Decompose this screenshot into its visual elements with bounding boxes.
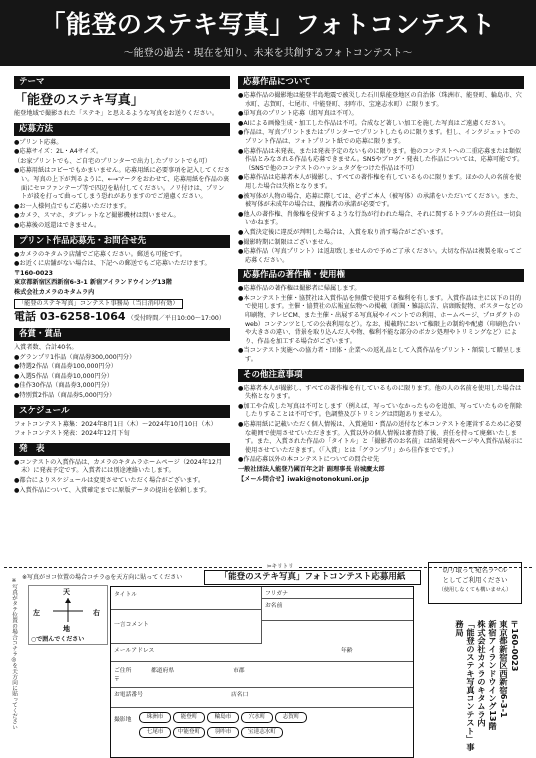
method-item: ●プリント応募。 — [14, 138, 63, 146]
copyright-item: ●応募作品の著作権は撮影者に帰属します。 — [238, 285, 361, 293]
works-item: ●AIによる画像生成・加工した作品は不可。合成など著しい加工を施した写真はご遠慮ください。 — [238, 119, 510, 127]
schedule-item: フォトコンテスト募集：2024年8月1日（木）〜2024年10月10日（木） — [14, 420, 217, 428]
name-field[interactable]: お名前 — [262, 598, 413, 621]
prize-item: ●特選2作品（商品券100,000円分） — [14, 363, 117, 371]
contact-company: 株式会社カメラのキタムラ内 — [14, 288, 95, 296]
vertical-orientation-note: ※写真がタテ位置の場合コチラ◎を天方向に貼ってください — [11, 578, 17, 730]
venue-option[interactable]: 中能登町 — [173, 727, 205, 738]
right-column — [238, 76, 524, 488]
announce-item: ●コンテストの入賞作品は、カメラのキタムラホームページ（2024年12月末）に発表予定です。入賞者には別途連絡いたします。 — [14, 458, 223, 475]
schedule-item: フォトコンテスト発表：2024年12月下旬 — [14, 430, 130, 438]
left-column — [14, 76, 230, 499]
mail-address-line: 「能登のステキ写真コンテスト」事務局 — [455, 620, 476, 752]
cut-label: ✂キリトリ — [264, 562, 297, 570]
mailing-address — [440, 620, 520, 755]
theme-desc: 能登地域で撮影された「ステキ」と思えるような写真をお送りください。 — [14, 110, 219, 117]
contact-hours: （受付時間／平日10:00〜17:00） — [127, 315, 226, 323]
schedule-heading: スケジュール — [14, 405, 230, 418]
method-item: ●カメラ、スマホ、タブレットなど撮影機材は問いません。 — [14, 212, 180, 220]
prize-item: ●特別賞2作品（商品券5,000円分） — [14, 392, 116, 400]
contact-heading: プリント作品応募先・お問合せ先 — [14, 235, 230, 248]
works-item: ●単写真のプリント応募（組写真は不可）。 — [238, 110, 358, 118]
comment-field[interactable]: 一言コメント — [111, 609, 262, 644]
method-item: （お家プリントでも、ご自宅のプリンターで出力したプリントでも可） — [14, 157, 212, 165]
stamp-left: 左 — [33, 609, 40, 617]
works-item: ●応募作品は応募者本人が撮影し、すべての著作権を有しているものに限ります。ほかの人の名前を使用した場合は失格となります。 — [238, 174, 522, 190]
works-item: ●撮影時期に制限はございません。 — [238, 238, 337, 246]
arrow-cross-icon — [53, 598, 83, 624]
works-item: ●被写体が人物の場合、応募に際しては、必ずご本人（被写体）の承諾をいただいてください。また、被写体が未成年の場合は、親権者の承諾が必要です。 — [238, 192, 522, 209]
theme-heading: テーマ — [14, 76, 230, 89]
stamp-right: 右 — [93, 609, 100, 617]
copyright-item: ●本コンテスト主催・協賛社は入賞作品を無償で使用する権利を有します。入賞作品は主に以下の目的で使用します。主催・協賛社の広報宣伝物への掲載（新聞・雑誌広告、店頭販促物、ポスターなどの印刷物、テレビCM、また主催・出展する写真展やイベントでの利用、ホームページ、プロダクトのweb）コンテンツとしての公表利用など）。なお、掲載時において権限上の制約や配慮（印刷色合いや大きさの違い、背景を取り込んだ人や物、権利不能な部分のボカシ処理やトリミングなど）により、作品を加工する場合がございます。 — [238, 294, 523, 345]
works-item: ●応募作品（写真プリント）は返却致しませんので予めご了承ください。大切な作品は複製を取ってご応募ください。 — [238, 248, 522, 264]
title-field[interactable]: タイトル — [111, 587, 262, 610]
method-heading: 応募方法 — [14, 123, 230, 136]
venue-option[interactable]: 穴水町 — [241, 712, 273, 723]
stamp-top: 天 — [63, 588, 70, 596]
prizes-heading: 各賞・賞品 — [14, 328, 230, 341]
other-heading: その他注意事項 — [238, 369, 524, 382]
other-item: ●応募用紙に記載いただく個人情報は、入賞通知・賞品の送付など本コンテストを運営するために必要な範囲で使用させていただきます。入賞以外の個人情報は審査終了後、責任を持って廃棄いたします。また、入賞された作品の「タイトル」と「撮影者のお名前」は結果発表ページや入賞作品展示に使用させていただきます。（「入賞」とは「グランプリ」から佳作までです。） — [238, 421, 523, 454]
theme-section — [14, 76, 230, 119]
address-label-box — [428, 562, 522, 604]
contact-address: 東京都新宿区西新宿6-3-1 新宿アイランドウイング13階 — [14, 279, 172, 287]
label-box-note: （使用しなくても構いません） — [438, 587, 512, 593]
prize-item: ●入選5作品（商品券10,000円分） — [14, 372, 114, 380]
venue-option[interactable]: 輪島市 — [207, 712, 239, 723]
works-item: ●他人の著作権、肖像権を侵害するような行為が行われた場合、それに関するトラブルの責任は一切負いかねます。 — [238, 210, 522, 227]
contact-postal: 〒160-0023 — [14, 269, 53, 277]
venue-option[interactable]: 羽咋市 — [207, 727, 239, 738]
other-item: ●作品応募以外の本コンテストについての問合せ先 — [238, 456, 380, 464]
phone-field[interactable]: お電話番号 店名口 — [111, 687, 413, 708]
other-item: ●応募者本人が撮影し、すべての著作権を有しているものに限ります。他の人の名前を使用した場合は失格となります。 — [238, 384, 522, 401]
method-item: ●応募用紙はコピーでもかまいません。応募用紙に必要事項を記入してください。写真の上下が判るように、←→マークをおわせて、応募用紙を作品の裏面にセロファンテープ等で四辺を貼付してください。ノリ付けは、プリントが波を打って曲ってしまう恐れがありますのでご遠慮ください。 — [14, 167, 230, 201]
announce-item: ●入賞作品について、入賞確定までに原版データの提出を依頼します。 — [14, 486, 211, 494]
venue-option[interactable]: 七尾市 — [139, 727, 171, 738]
header-banner — [0, 0, 536, 66]
prizes-section — [14, 328, 230, 401]
email-field[interactable]: メールアドレス 年齢 — [111, 643, 413, 662]
furigana-field[interactable]: フリガナ — [262, 587, 413, 599]
stamp-caption: ○で囲んでください — [31, 636, 85, 643]
method-item: ●応募後の返還はできません。 — [14, 221, 101, 229]
venue-option[interactable]: 珠洲市 — [139, 712, 171, 723]
copyright-section — [238, 269, 524, 364]
page-subtitle: ～能登の過去・現在を知り、未来を共創するフォトコンテスト～ — [123, 48, 413, 59]
prize-item: ●佳作30作品（商品券3,000円分） — [14, 382, 114, 390]
announce-item: ●都合によりスケジュールは変更させていただく場合がございます。 — [14, 477, 205, 485]
venue-option[interactable]: 能登町 — [173, 712, 205, 723]
mail-address-line: 株式会社カメラのキタムラ内 — [477, 620, 487, 727]
other-email: 【メール問合せ】iwaki@notonokuni.or.jp — [238, 475, 370, 483]
copyright-heading: 応募作品の著作権・使用権 — [238, 269, 524, 282]
theme-name: 「能登のステキ写真」 — [14, 93, 144, 108]
contact-section — [14, 235, 230, 325]
other-section — [238, 369, 524, 485]
mail-postal: 〒160-0023 — [510, 620, 520, 672]
venue-option[interactable]: 志賀町 — [275, 712, 307, 723]
prizes-total: 入賞者数、合計40名。 — [14, 344, 78, 352]
works-heading: 応募作品について — [238, 76, 524, 89]
method-item: ●応募サイズ：2L・A4サイズ。 — [14, 148, 103, 156]
form-orientation-note: ※写真がヨコ位置の場合コチラ◎を天方向に貼ってください — [22, 574, 183, 581]
contact-item: ●カメラのキタムラ店舗でご応募ください。郵送も可能です。 — [14, 250, 186, 258]
other-item: ●加工や合成した写真は不可とします（例えば、写っていなかったものを追加、写っていたものを削除したりすることは不可です。色調整及びトリミングは問題ありません）。 — [238, 402, 522, 419]
prize-item: ●グランプリ1作品（商品券300,000円分） — [14, 353, 136, 361]
contact-item: ●お近くに店舗がない場合は、下記への郵送でもご応募いただけます。 — [14, 260, 211, 268]
venue-option[interactable]: 宝達志水町 — [241, 727, 283, 738]
entry-form — [110, 586, 414, 758]
copyright-item: ●当コンテスト実施への協力者・団体・企業への返礼品として入賞作品をプリント・額装して贈呈します。 — [238, 347, 522, 364]
method-section — [14, 123, 230, 231]
contact-phone: 電話 03-6258-1064 — [14, 310, 126, 324]
works-section — [238, 76, 524, 265]
method-item: ●お一人様何点でもご応募いただけます。 — [14, 202, 131, 210]
contact-office: 「能登のステキ写真」コンテスト事務局（当日消印有効） — [14, 299, 183, 310]
form-title: 「能登のステキ写真」フォトコンテスト応募用紙 — [204, 570, 421, 585]
mail-address-line: 東京都新宿区西新宿6-3-1 — [499, 620, 509, 718]
works-item: ●入賞決定後に違反が判明した場合は、入賞を取り消す場合がございます。 — [238, 228, 448, 236]
mail-address-line: 新宿アイランドウイング13階 — [488, 620, 498, 730]
orientation-stamp[interactable] — [28, 585, 108, 645]
schedule-section — [14, 405, 230, 439]
label-box-line2: としてご利用ください — [442, 576, 508, 584]
announce-section — [14, 443, 230, 495]
works-item: ●応募作品は未発表、または発表予定のないものに限ります。他のコンテストへの二重応募または類似作品とみなされる作品も応募できません。SNSやブログ・発表した作品については、応募可能です。（SNSで他のコンテストのハッシュタグをつけた作品は不可） — [238, 147, 524, 172]
works-item: ●作品は、写真プリントまたはプリンターでプリントしたものに限ります。但し、インクジェットでのプリント作品は、フォトプリント紙での応募に限ります。 — [238, 129, 521, 145]
location-label: 撮影地 — [114, 717, 132, 723]
address-field[interactable]: ご住所 〒 都道府県 市郡 — [111, 661, 413, 688]
other-org: 一般社団法人能登乃國百年之計 副理事長 岩城慶太郎 — [238, 465, 385, 473]
announce-heading: 発 表 — [14, 443, 230, 456]
page-title: 「能登のステキ写真」フォトコンテスト — [40, 10, 496, 39]
works-item: ●応募作品の撮影地は能登半島地震で被災した石川県能登地区の自治体（珠洲市、能登町、輪島市、穴水町、志賀町、七尾市、中能登町、羽咋市、宝達志水町）に限ります。 — [238, 92, 522, 108]
label-box-line1: 切り取って宛名ラベル — [442, 566, 508, 574]
stamp-bottom: 地 — [63, 625, 70, 633]
